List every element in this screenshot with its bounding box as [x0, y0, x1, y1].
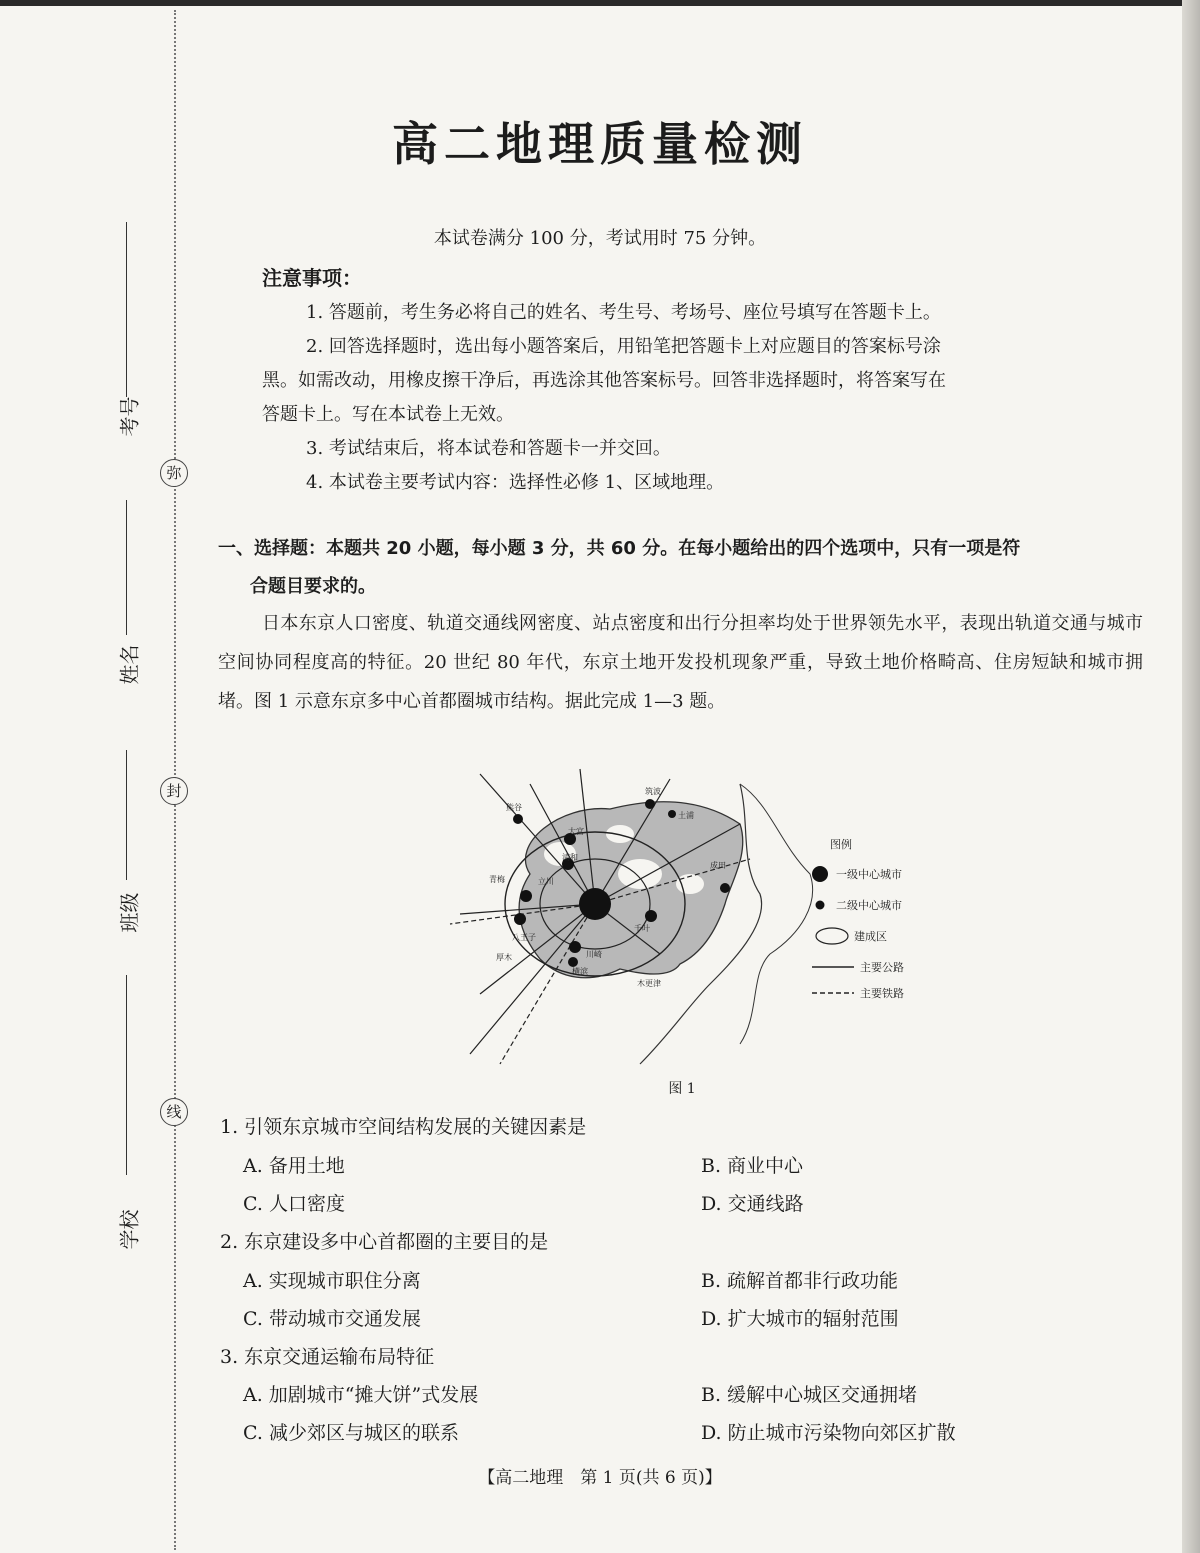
legend-item: 一级中心城市	[836, 868, 902, 881]
question-3: 3. 东京交通运输布局特征	[220, 1346, 435, 1368]
question-1-option-d[interactable]: D. 交通线路	[701, 1193, 804, 1215]
question-1-option-a[interactable]: A. 备用土地	[243, 1155, 345, 1177]
primary-center-tokyo	[579, 888, 611, 920]
notice-item: 1. 答题前，考生务必将自己的姓名、考生号、考场号、座位号填写在答题卡上。	[306, 302, 941, 323]
notice-item: 答题卡上。写在本试卷上无效。	[262, 404, 514, 425]
tokyo-map	[440, 764, 940, 1084]
exam-number-label: 考号	[117, 396, 142, 437]
page-footer: 【高二地理 第 1 页(共 6 页)】	[478, 1468, 722, 1488]
seal-mi: 弥	[160, 459, 188, 487]
question-2-option-c[interactable]: C. 带动城市交通发展	[243, 1308, 421, 1330]
question-intro: 日本东京人口密度、轨道交通线网密度、站点密度和出行分担率均处于世界领先水平，表现出轨道交通与城市空间协同程度高的特征。20 世纪 80 年代，东京土地开发投机现象严重，导致土地价格畸高、住房短缺和城市拥堵。图 1 示意东京多中心首都圈城市结构。据此完成 1—3 题。	[218, 613, 1143, 712]
legend-item: 建成区	[854, 930, 887, 943]
built-up-area	[519, 802, 743, 978]
tokyo-map-figure	[440, 764, 940, 1084]
seal-xian: 线	[160, 1098, 188, 1126]
place-label: 浦和	[562, 853, 578, 862]
school-label: 学校	[117, 1209, 142, 1250]
place-label: 八王子	[512, 933, 536, 942]
seal-feng: 封	[160, 777, 188, 805]
place-label: 大宫	[568, 827, 584, 836]
exam-number-field[interactable]	[100, 222, 140, 472]
notice-item: 黑。如需改动，用橡皮擦干净后，再选涂其他答案标号。回答非选择题时，将答案写在	[262, 370, 946, 391]
place-label: 厚木	[496, 953, 512, 962]
question-2-option-b[interactable]: B. 疏解首都非行政功能	[701, 1270, 899, 1292]
name-label: 姓名	[117, 644, 142, 685]
place-label: 川崎	[586, 950, 602, 959]
exam-info: 本试卷满分 100 分，考试用时 75 分钟。	[433, 228, 767, 249]
question-2-option-d[interactable]: D. 扩大城市的辐射范围	[701, 1308, 899, 1330]
coastline	[740, 784, 813, 1044]
notice-item: 4. 本试卷主要考试内容：选择性必修 1、区域地理。	[306, 472, 725, 493]
notice-list	[262, 296, 1092, 500]
section-heading-line: 一、选择题：本题共 20 小题，每小题 3 分，共 60 分。在每小题给出的四个选项中，只有一项是符	[218, 538, 1021, 559]
place-label: 横滨	[572, 967, 588, 976]
class-label: 班级	[117, 892, 142, 933]
school-field[interactable]	[100, 975, 140, 1255]
legend-item: 主要公路	[860, 961, 904, 974]
page-title: 高二地理质量检测	[392, 117, 808, 171]
map-legend	[812, 837, 904, 1000]
question-3-option-c[interactable]: C. 减少郊区与城区的联系	[243, 1422, 459, 1444]
place-label: 青梅	[489, 875, 505, 884]
question-2: 2. 东京建设多中心首都圈的主要目的是	[220, 1231, 549, 1253]
notice-heading: 注意事项：	[262, 266, 362, 290]
place-label: 木更津	[637, 979, 661, 988]
notice-item: 2. 回答选择题时，选出每小题答案后，用铅笔把答题卡上对应题目的答案标号涂	[306, 336, 941, 357]
section-heading-line: 合题目要求的。	[250, 576, 376, 597]
name-field[interactable]	[100, 500, 140, 720]
legend-item: 主要铁路	[860, 987, 904, 1000]
open-space	[618, 859, 662, 889]
question-1-option-b[interactable]: B. 商业中心	[701, 1155, 804, 1177]
question-2-option-a[interactable]: A. 实现城市职住分离	[243, 1270, 421, 1292]
place-label: 立川	[538, 877, 554, 886]
question-3-option-a[interactable]: A. 加剧城市“摊大饼”式发展	[243, 1384, 479, 1406]
question-3-option-b[interactable]: B. 缓解中心城区交通拥堵	[701, 1384, 918, 1406]
question-1-option-c[interactable]: C. 人口密度	[243, 1193, 345, 1215]
figure-caption: 图 1	[668, 1081, 696, 1097]
section-heading	[218, 530, 1143, 606]
question-1: 1. 引领东京城市空间结构发展的关键因素是	[220, 1116, 587, 1138]
place-label: 筑波	[645, 787, 661, 796]
scan-top-edge	[0, 0, 1200, 6]
place-label: 熊谷	[506, 803, 522, 812]
question-3-option-d[interactable]: D. 防止城市污染物向郊区扩散	[701, 1422, 956, 1444]
place-label: 千叶	[634, 924, 650, 933]
place-label: 成田	[710, 861, 726, 870]
class-field[interactable]	[100, 750, 140, 960]
legend-item: 二级中心城市	[836, 899, 902, 912]
notice-item: 3. 考试结束后，将本试卷和答题卡一并交回。	[306, 438, 671, 459]
legend-title: 图例	[830, 838, 852, 851]
place-label: 土浦	[678, 811, 694, 820]
